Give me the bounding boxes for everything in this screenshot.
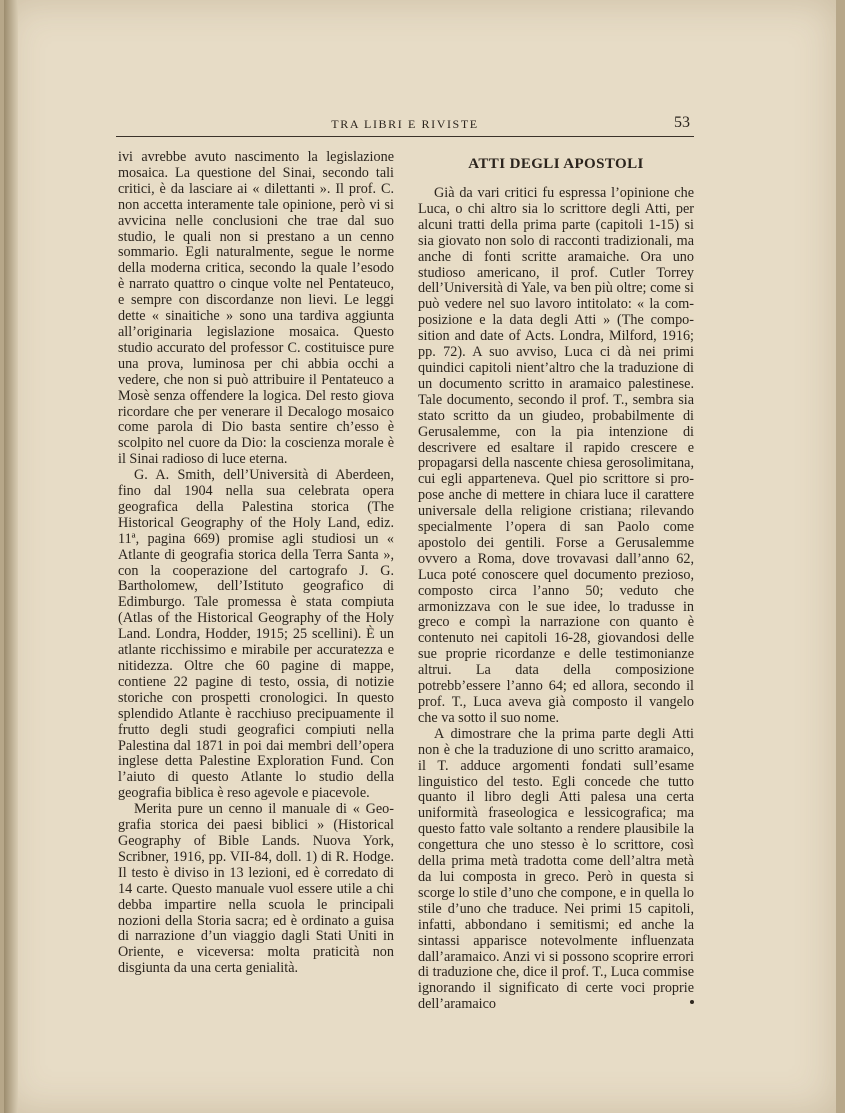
left-paragraph-1: ivi avrebbe avuto nascimento la legislazione mosaica. La questione del Sinai, secondo tali critici, è da lasciare ai « dilettanti ». Il prof. C. non accetta interamente tale opinione, però vi si avvicina nelle conclusioni che trae dal suo studio, le quali non si prestano a un cenno sommario. Egli naturalmente, segue le norme della moderna critica, secondo la quale l’esodo è narrato quattro o cinque volte nel Pentateuco, e sempre con discordanze non lievi. Le leggi dette « sinaitiche » sono una tardiva aggiunta all’originaria legislazione mosaica. Questo studio accurato del professor C. costituisce pure una prova, luminosa per chi abbia occhi a vedere, che non si può attribuire il Pentateuco a Mosè senza offendere la logica. Del resto giova ricordare che per venerare il Decalogo mosaico come parola di Dio basta sentire ch’esso è scolpito nel cuore da Dio: la coscienza morale è il Sinai radioso di luce eterna. (118, 149, 394, 468)
right-paragraph-1: Già da vari critici fu espressa l’opinione che Luca, o chi altro sia lo scrittore degli Atti, per alcuni tratti della prima parte (capitoli 1-15) si sia giovato non solo di racconti tradizionali, ma anche di fonti scritte aramaiche. Ora uno studioso americano, il prof. Cutler Torrey dell’Università di Yale, va ben più oltre; come si può vedere nel suo lavoro intitolato: « la composizione e la data degli Atti » (The composition and date of Acts. Londra, Milford, 1916; pp. 72). A suo avviso, Luca ci dà nei primi quindici capitoli nient’altro che la traduzione di un documento scritto in aramaico palestinese. Tale documento, secondo il prof. T., sembra sia stato scritto da un giudeo, probabilmente di Gerusalemme, con la pia intenzione di descrivere ed esaltare il rapido crescere e propagarsi della nascente chiesa gerosolimitana, cui egli apparteneva. Quel pio scrittore si propose anche di mettere in chiara luce il carattere universale della religione cristiana; rilevando specialmente l’opera di san Paolo come apostolo dei gentili. Forse a Gerusalemme ovvero a Roma, dove trovavasi dall’anno 62, Luca poté conoscere quel documento prezioso, composto circa l’anno 50; veduto che armonizzava con le sue idee, lo tradusse in greco e compì la narrazione con quanto è contenuto nei capitoli 16-28, giovandosi delle sue proprie ricordanze e delle testimonianze altrui. La data della composizione potrebb’essere l’anno 64; ed allora, secondo il prof. T., Luca aveva già composto il vangelo che va sotto il suo nome. (418, 185, 694, 726)
page-number: 53 (674, 114, 690, 131)
page-spine-shadow (4, 0, 18, 1113)
running-title: TRA LIBRI E RIVISTE (331, 117, 479, 131)
ink-spot (690, 1000, 694, 1004)
right-column (418, 150, 694, 1013)
left-paragraph-2: G. A. Smith, dell’Università di Aberdeen, fino dal 1904 nella sua celebrata opera geografica della Palestina storica (The Historical Geography of the Holy Land, ediz. 11ª, pagina 669) promise agli studiosi un « Atlante di geografia storica della Terra Santa », con la cooperazione del cartografo J. G. Bartholomew, dell’Istituto geografico di Edimburgo. Tale promessa è stata compiuta (Atlas of the Historical Geography of the Holy Land. Londra, Hodder, 1915; 25 scellini). È un atlante ricchissimo e mirabile per accuratezza e nitidezza. Oltre che 60 pagine di mappe, contiene 22 pagine di testo, ossia, di notizie storiche con prospetti cronologici. In questo splendido Atlante è racchiuso precipuamente il frutto degli studi geografici compiuti nella Palestina dal 1871 in poi dai membri dell’opera inglese detta Palestine Exploration Fund. Con l’aiuto di questo Atlante lo studio della geografia biblica è reso agevole e piacevole. (118, 467, 394, 802)
left-paragraph-3: Merita pure un cenno il manuale di « Geografia storica dei paesi biblici » (Historical Geography of Bible Lands. Nuova York, Scribner, 1916, pp. VII-84, doll. 1) di R. Hodge. Il testo è diviso in 13 lezioni, ed è corredato di 14 carte. Questo manuale vuol essere utile a chi debba impartire nella scuola le principali nozioni della Storia sacra; ed è ordinato a guisa di narrazione d’un viaggio dagli Stati Uniti in Oriente, e viceversa: molta praticità non disgiunta da una certa genialità. (118, 801, 394, 977)
right-paragraph-2: A dimostrare che la prima parte degli Atti non è che la traduzione di uno scritto aramaico, il T. adduce argomenti fondati sull’esame linguistico del testo. Egli concede che tutto quanto il libro degli Atti palesa una certa uniformità fraseologica e lessicografica; ma questo fatto vale soltanto a rendere plausibile la congettura che uno stesso è lo scrittore, così della prima metà tradotta come dell’altra metà da lui composta in greco. Però in questa si scorge lo stile d’uno che compone, e in quella lo stile d’uno che traduce. Nei primi 15 capitoli, infatti, abbondano i semitismi; ed anche la sintassi apparisce notevolmente influenzata dall’aramaico. Anzi vi si possono scoprire errori di traduzione che, dice il prof. T., Luca commise ignorando il significato di certe voci proprie dell’aramaico (418, 725, 694, 1013)
left-column (118, 150, 394, 977)
page-header (116, 114, 694, 137)
book-page (4, 0, 836, 1113)
section-title: ATTI DEGLI APOSTOLI (468, 156, 644, 172)
